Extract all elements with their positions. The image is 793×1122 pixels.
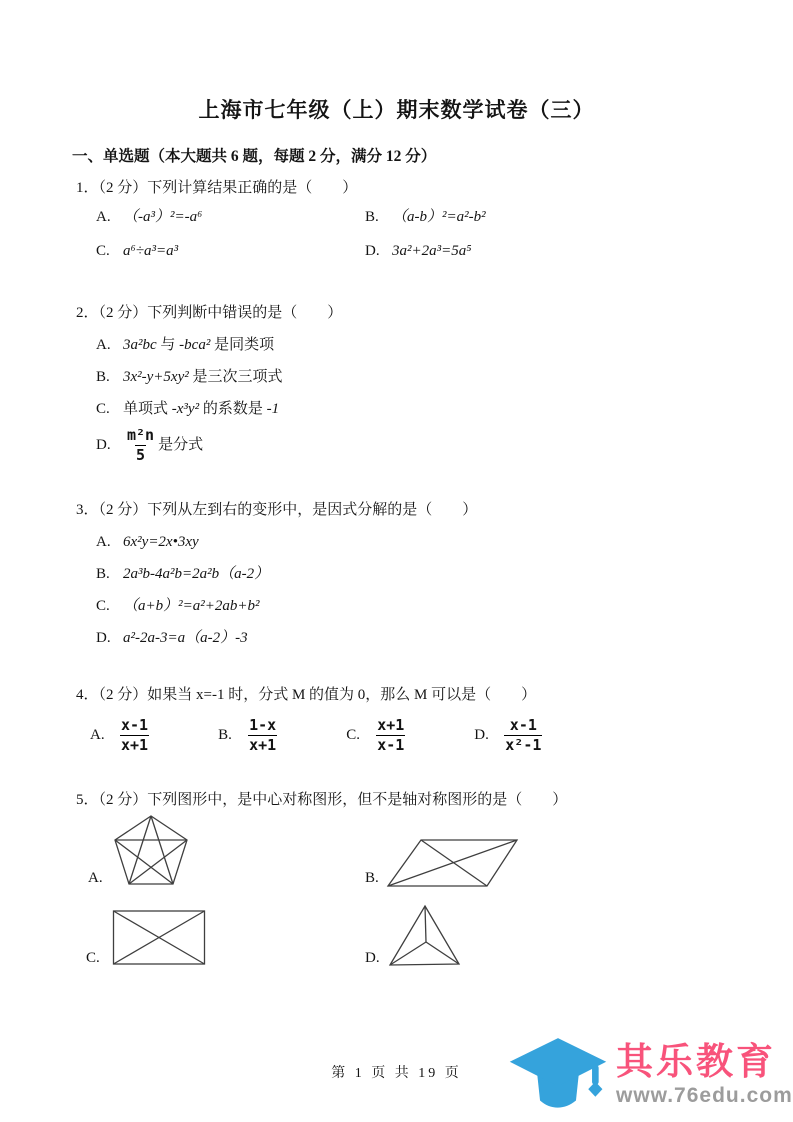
fraction-numerator: x-1 <box>509 716 537 734</box>
fraction-numerator: m²n <box>127 426 155 444</box>
option-b <box>365 207 744 228</box>
question-3-stem: 3．（2 分）下列从左到右的变形中，是因式分解的是（ ） <box>76 502 478 518</box>
page-number: 第 1 页 共 19 页 <box>331 1066 462 1081</box>
option-label: A. <box>96 337 111 353</box>
question-2 <box>76 302 744 465</box>
figure-label-d: D. <box>365 950 380 966</box>
triangle-figure <box>388 903 462 968</box>
option-a <box>96 207 365 228</box>
option-label: B. <box>365 209 379 225</box>
option-label: B. <box>96 566 110 582</box>
option-b <box>96 367 744 388</box>
rectangle-figure <box>112 909 207 967</box>
fraction-denominator: x-1 <box>377 735 405 754</box>
question-5 <box>76 789 744 811</box>
option-d <box>96 426 744 465</box>
fraction <box>126 426 155 465</box>
option-d <box>96 628 744 649</box>
option-math: 3a²+2a³=5a⁵ <box>392 243 472 259</box>
option-label: C. <box>346 726 360 743</box>
option-b <box>218 716 280 755</box>
option-math: 2a³b-4a²b=2a²b（a-2） <box>123 566 270 582</box>
option-label: B. <box>218 726 232 743</box>
option-b <box>96 564 744 585</box>
question-3 <box>76 499 744 649</box>
option-math: （a+b）²=a²+2ab+b² <box>123 598 260 614</box>
question-4-options <box>76 716 744 755</box>
option-label: C. <box>96 243 110 259</box>
option-label: A. <box>90 726 105 743</box>
option-a <box>96 532 744 553</box>
question-2-stem: 2．（2 分）下列判断中错误的是（ ） <box>76 305 343 321</box>
option-c <box>96 399 744 420</box>
option-math: 单项式 -x³y² 的系数是 -1 <box>123 401 280 417</box>
option-a <box>90 716 152 755</box>
fraction-numerator: 1-x <box>249 716 277 734</box>
figure-label-b: B. <box>365 870 379 886</box>
option-label: D. <box>365 243 380 259</box>
question-4 <box>76 684 744 755</box>
option-label: A. <box>96 209 111 225</box>
question-4-stem: 4．（2 分）如果当 x=-1 时，分式 M 的值为 0，那么 M 可以是（ ） <box>76 687 537 703</box>
option-label: A. <box>96 534 111 550</box>
fraction-denominator: x+1 <box>121 735 149 754</box>
fraction-denominator: x²-1 <box>505 735 542 754</box>
option-label: D. <box>96 630 111 646</box>
option-math: a⁶÷a³=a³ <box>123 243 179 259</box>
option-label: B. <box>96 369 110 385</box>
question-2-options <box>76 335 744 465</box>
fraction-numerator: x+1 <box>377 716 405 734</box>
option-math: （a-b）²=a²-b² <box>392 209 486 225</box>
option-c <box>96 241 365 262</box>
fraction <box>376 716 405 755</box>
brand-url: www.76edu.com <box>616 1083 793 1107</box>
fraction <box>248 716 277 755</box>
option-d <box>474 716 545 755</box>
option-label: C. <box>96 598 110 614</box>
publisher-logo <box>506 1032 793 1116</box>
option-math: 6x²y=2x•3xy <box>123 534 199 550</box>
option-d <box>365 241 744 262</box>
fraction-denominator: x+1 <box>249 735 277 754</box>
question-5-stem: 5．（2 分）下列图形中，是中心对称图形，但不是轴对称图形的是（ ） <box>76 792 568 808</box>
fraction-denominator: 5 <box>136 445 146 464</box>
option-math: 3x²-y+5xy² 是三次三项式 <box>123 369 283 385</box>
brand-name: 其乐教育 <box>616 1041 776 1083</box>
question-1-stem: 1．（2 分）下列计算结果正确的是（ ） <box>76 180 358 196</box>
logo-text <box>616 1041 793 1107</box>
page-title: 上海市七年级（上）期末数学试卷（三） <box>198 98 595 122</box>
figure-label-a: A. <box>88 870 103 886</box>
question-1 <box>76 177 744 262</box>
option-label: D. <box>474 726 489 743</box>
fraction-numerator: x-1 <box>121 716 149 734</box>
option-math: 3a²bc 与 -bca² 是同类项 <box>123 337 275 353</box>
option-c <box>346 716 408 755</box>
fraction <box>120 716 149 755</box>
option-text: 是分式 <box>158 436 204 453</box>
option-label: D. <box>96 436 111 453</box>
question-1-options <box>76 207 744 262</box>
section-heading: 一、单选题（本大题共 6 题，每题 2 分，满分 12 分） <box>72 148 437 165</box>
option-math: （-a³）²=-a⁶ <box>123 209 203 225</box>
parallelogram-figure <box>385 837 523 890</box>
fraction <box>504 716 542 755</box>
option-label: C. <box>96 401 110 417</box>
question-3-options <box>76 532 744 649</box>
option-math: a²-2a-3=a（a-2）-3 <box>123 630 248 646</box>
pentagon-figure <box>112 812 192 890</box>
figure-label-c: C. <box>86 950 100 966</box>
graduation-cap-icon <box>506 1032 610 1116</box>
option-c <box>96 596 744 617</box>
option-a <box>96 335 744 356</box>
